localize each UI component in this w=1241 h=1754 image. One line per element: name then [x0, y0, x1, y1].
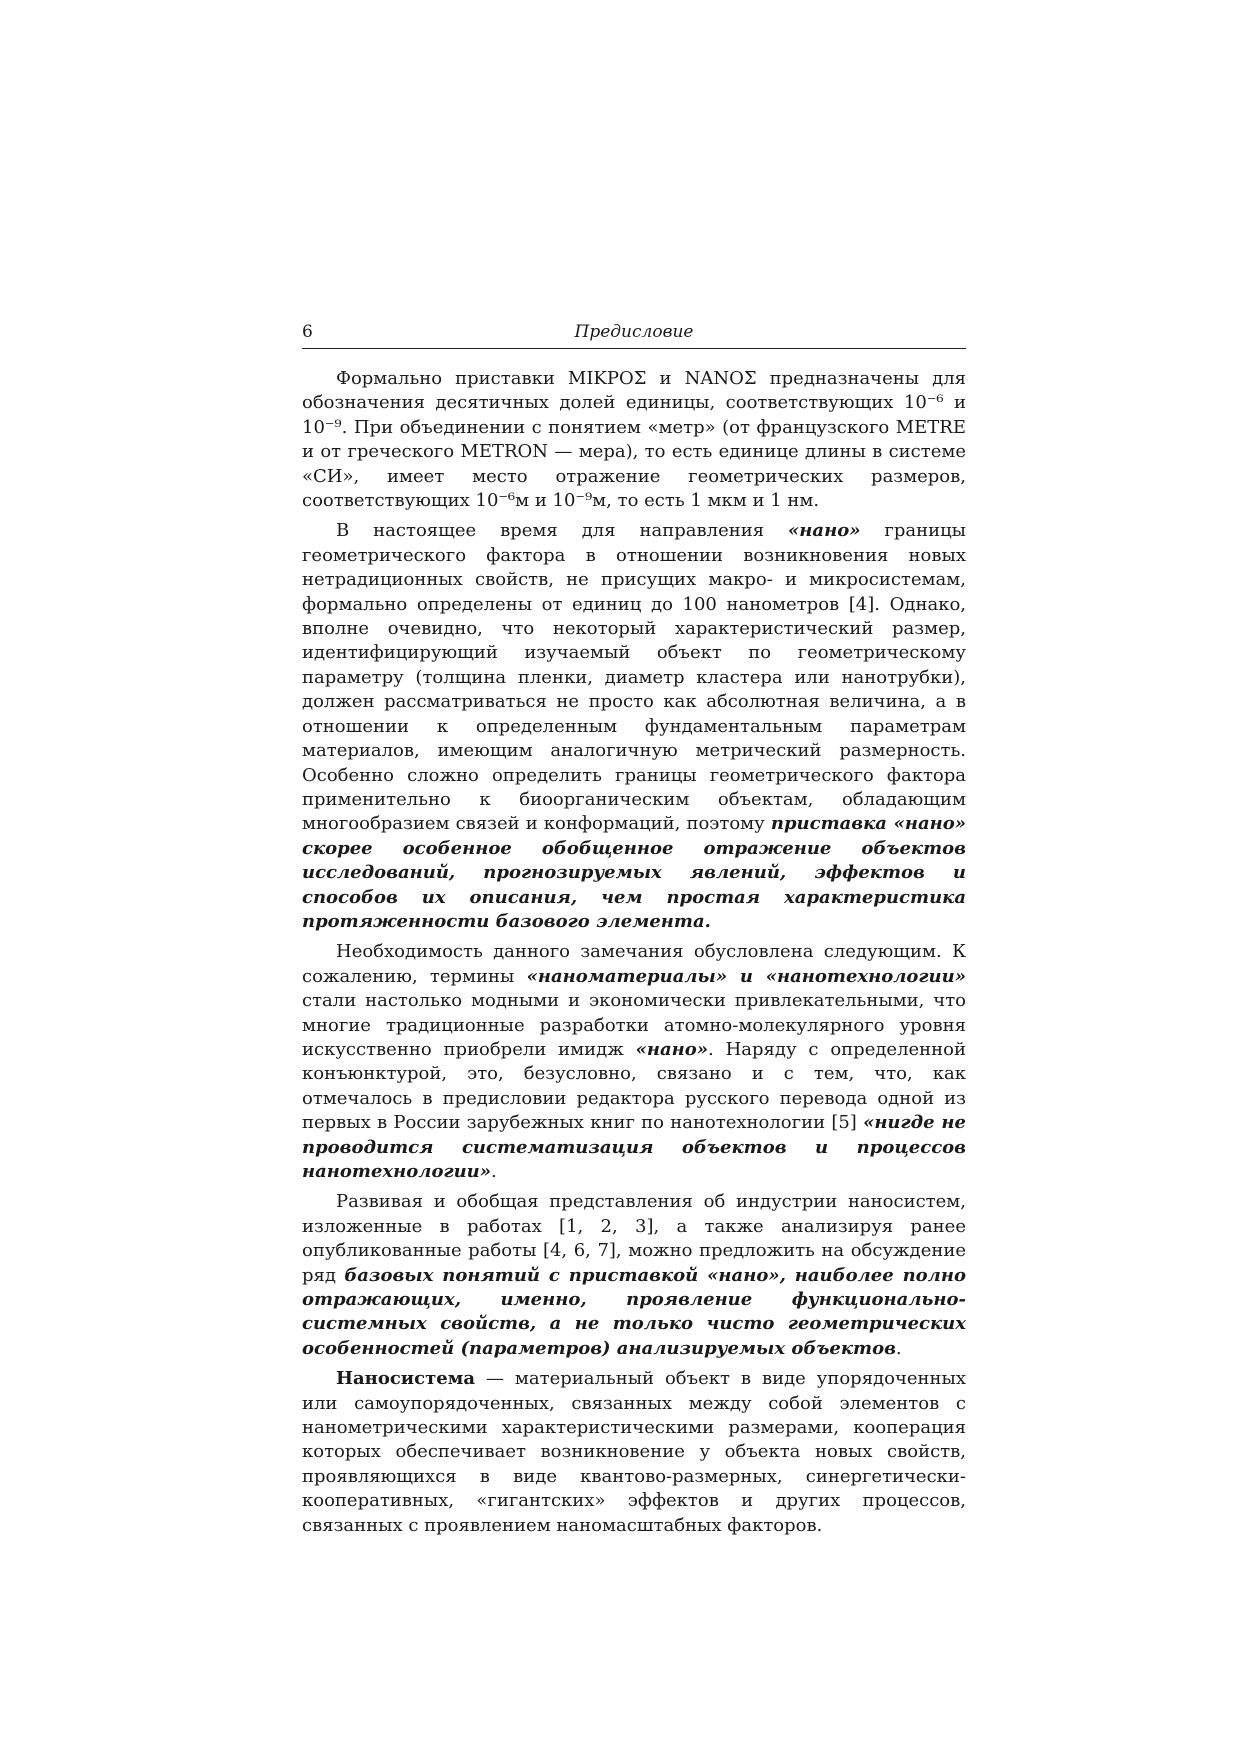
page-area	[302, 318, 966, 1544]
emphasis-run: «нано»	[635, 1038, 709, 1060]
page-number: 6	[302, 322, 313, 342]
defined-term: Наносистема	[336, 1368, 476, 1390]
text-run: .	[895, 1337, 902, 1359]
paragraph-basic-concepts	[302, 1190, 966, 1361]
text-run: . Наряду с определенной конъюнктурой, это, безусловно, связано и с тем, что, как отмечалось в предисловии редактора русского перевода одной из первых в России зарубежных книг по нанотехнологии [5]	[302, 1038, 966, 1134]
body-text	[302, 367, 966, 1538]
text-run: границы геометрического фактора в отношении возникновения новых нетрадиционных свойств, не присущих макро- и микросистемам, формально определены от единиц до 100 нанометров [4]. Однако, вполне очевидно, что некоторый характеристический размер, идентифицирующий изучаемый объект по геометрическому параметру (толщина пленки, диаметр кластера или нанотрубки), должен рассматриваться не просто как абсолютная величина, а в отношении к определенным фундаментальным параметрам материалов, имеющим аналогичную метрический размерность. Особенно сложно определить границы геометрического фактора применительно к биоорганическим объектам, обладающим многообразием связей и конформаций, поэтому	[302, 520, 966, 835]
paragraph-nanosystem-definition	[302, 1367, 966, 1538]
text-run: В настоящее время для направления	[336, 520, 789, 542]
running-head	[302, 318, 966, 349]
text-run: Необходимость данного замечания обусловлена следующим. К сожалению, термины	[302, 941, 966, 987]
text-run: Формально приставки ΜΙΚΡΟΣ и ΝΑΝΟΣ предназначены для обозначения десятичных долей единицы, соответствующих 10⁻⁶ и 10⁻⁹. При объединении с понятием «метр» (от французского METRE и от греческого METRON — мера), то есть единице длины в системе «СИ», имеет место отражение геометрических размеров, соответствующих 10⁻⁶м и 10⁻⁹м, то есть 1 мкм и 1 нм.	[302, 368, 966, 512]
paragraph-nano-boundaries	[302, 519, 966, 934]
emphasis-run: «нано»	[788, 520, 861, 542]
emphasis-run: «наноматериалы» и «нанотехнологии»	[526, 965, 966, 987]
paragraph-terminology-note	[302, 940, 966, 1184]
text-run: .	[491, 1161, 497, 1182]
section-title: Предисловие	[574, 322, 694, 342]
emphasis-run: приставка «нано» скорее особенное обобщенное отражение объектов исследований, прогнозируемых явлений, эффектов и способов их описания, чем простая характеристика протяженности базового элемента.	[302, 813, 967, 932]
emphasis-run: базовых понятий с приставкой «нано», наиболее полно отражающих, именно, проявление функционально-системных свойств, а не только чисто геометрических особенностей (параметров) анализируемых объектов	[302, 1264, 966, 1359]
text-run: — материальный объект в виде упорядоченных или самоупорядоченных, связанных между собой элементов с нанометрическими характеристическими размерами, кооперация которых обеспечивает возникновение у объекта новых свойств, проявляющихся в виде квантово-размерных, синергетически-кооперативных, «гигантских» эффектов и других процессов, связанных с проявлением наномасштабных факторов.	[302, 1368, 966, 1536]
text-run: Развивая и обобщая представления об индустрии наносистем, изложенные в работах [1, 2, 3], а также анализируя ранее опубликованные работы [4, 6, 7], можно предложить на обсуждение ряд	[302, 1191, 966, 1286]
emphasis-run: «нигде не проводится систематизация объектов и процессов нанотехнологии»	[302, 1112, 966, 1182]
text-run: стали настолько модными и экономически привлекательными, что многие традиционные разработки атомно-молекулярного уровня искусственно приобрели имидж	[302, 990, 966, 1060]
paragraph-prefix-definition	[302, 367, 966, 513]
